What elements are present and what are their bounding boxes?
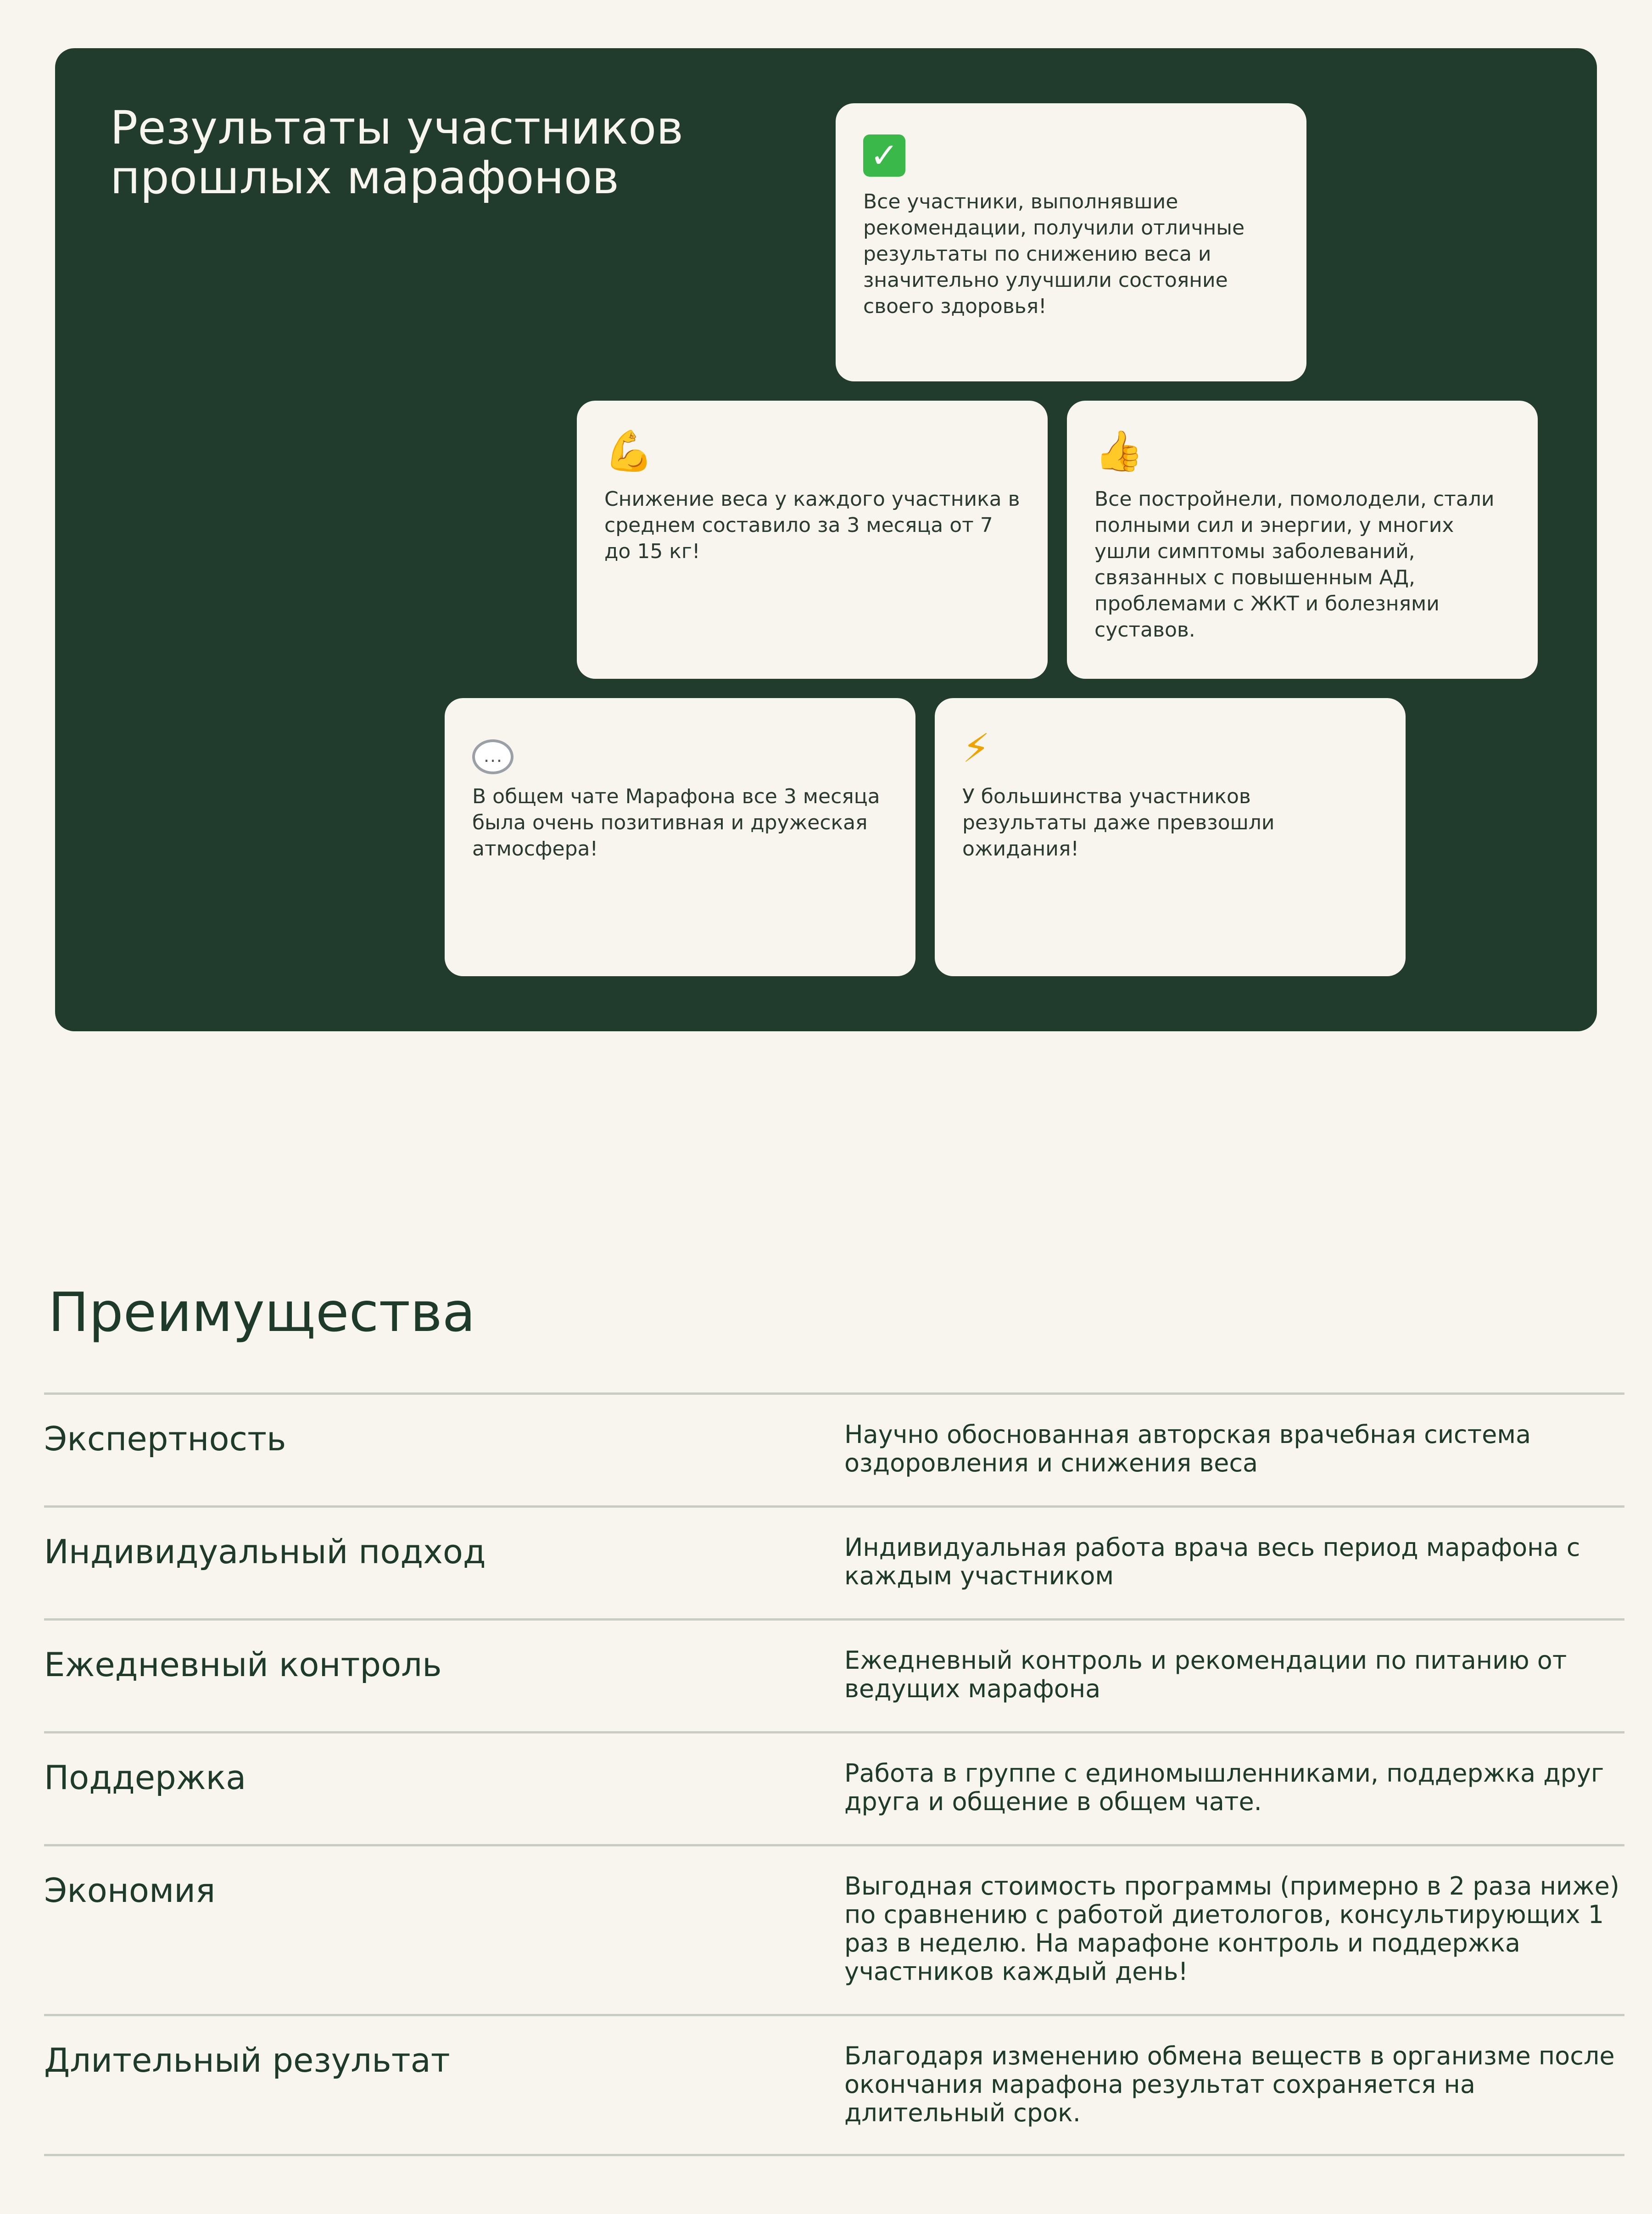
result-card-text: Снижение веса у каждого участника в среднем составило за 3 месяца от 7 до 15 кг!: [604, 487, 1020, 563]
advantage-label: Длительный результат: [44, 2041, 450, 2080]
advantage-label: Индивидуальный подход: [44, 1532, 486, 1571]
check-icon: ✓: [863, 131, 909, 177]
advantage-description: Благодаря изменению обмена веществ в организме после окончания марафона результат сохраняется на длительный срок.: [844, 2041, 1615, 2127]
advantage-description: Работа в группе с единомышленниками, поддержка друг друга и общение в общем чате.: [844, 1759, 1604, 1816]
advantage-label: Экономия: [44, 1871, 216, 1910]
advantage-row-individual-approach: [44, 1505, 1624, 1618]
advantage-row-economy: [44, 1844, 1624, 2014]
advantage-label: Экспертность: [44, 1420, 286, 1458]
result-card-text: У большинства участников результаты даже превзошли ожидания!: [962, 785, 1275, 861]
advantages-table: [44, 1392, 1624, 2156]
advantages-title: Преимущества: [48, 1280, 475, 1344]
advantage-description: Научно обоснованная авторская врачебная система оздоровления и снижения веса: [844, 1420, 1531, 1477]
result-card-weight-loss: [577, 401, 1048, 679]
result-card-text: В общем чате Марафона все 3 месяца была очень позитивная и дружеская атмосфера!: [472, 785, 880, 861]
result-card-health: [1067, 401, 1538, 679]
result-card-chat: [445, 698, 915, 976]
flexed-biceps-icon: 💪: [604, 429, 654, 473]
results-title: Результаты участников прошлых марафонов: [110, 101, 684, 204]
advantage-label: Поддержка: [44, 1758, 246, 1797]
advantage-row-lasting-result: [44, 2014, 1624, 2156]
result-card-text: Все постройнели, помолодели, стали полными сил и энергии, у многих ушли симптомы заболеваний, связанных с повышенным АД, проблемами с ЖКТ и болезнями суставов.: [1094, 487, 1495, 642]
advantage-description: Индивидуальная работа врача весь период марафона с каждым участником: [844, 1533, 1580, 1590]
advantage-description: Ежедневный контроль и рекомендации по питанию от ведущих марафона: [844, 1646, 1567, 1703]
result-card-text: Все участники, выполнявшие рекомендации, получили отличные результаты по снижению веса и значительно улучшили состояние своего здоровья!: [863, 190, 1245, 318]
advantage-row-support: [44, 1731, 1624, 1844]
results-panel: [55, 48, 1597, 1031]
thumbs-up-icon: 👍: [1094, 429, 1144, 473]
advantage-description: Выгодная стоимость программы (примерно в 2 раза ниже) по сравнению с работой диетологов, консультирующих 1 раз в неделю. На марафоне контроль и поддержка участников каждый день!: [844, 1872, 1619, 1986]
lightning-icon: ⚡: [962, 727, 990, 771]
advantage-row-expertise: [44, 1392, 1624, 1505]
advantage-label: Ежедневный контроль: [44, 1645, 442, 1684]
advantage-row-daily-control: [44, 1618, 1624, 1731]
result-card-expectations: [935, 698, 1406, 976]
result-card-all-participants: [836, 103, 1306, 381]
speech-bubble-icon: …: [472, 726, 518, 772]
